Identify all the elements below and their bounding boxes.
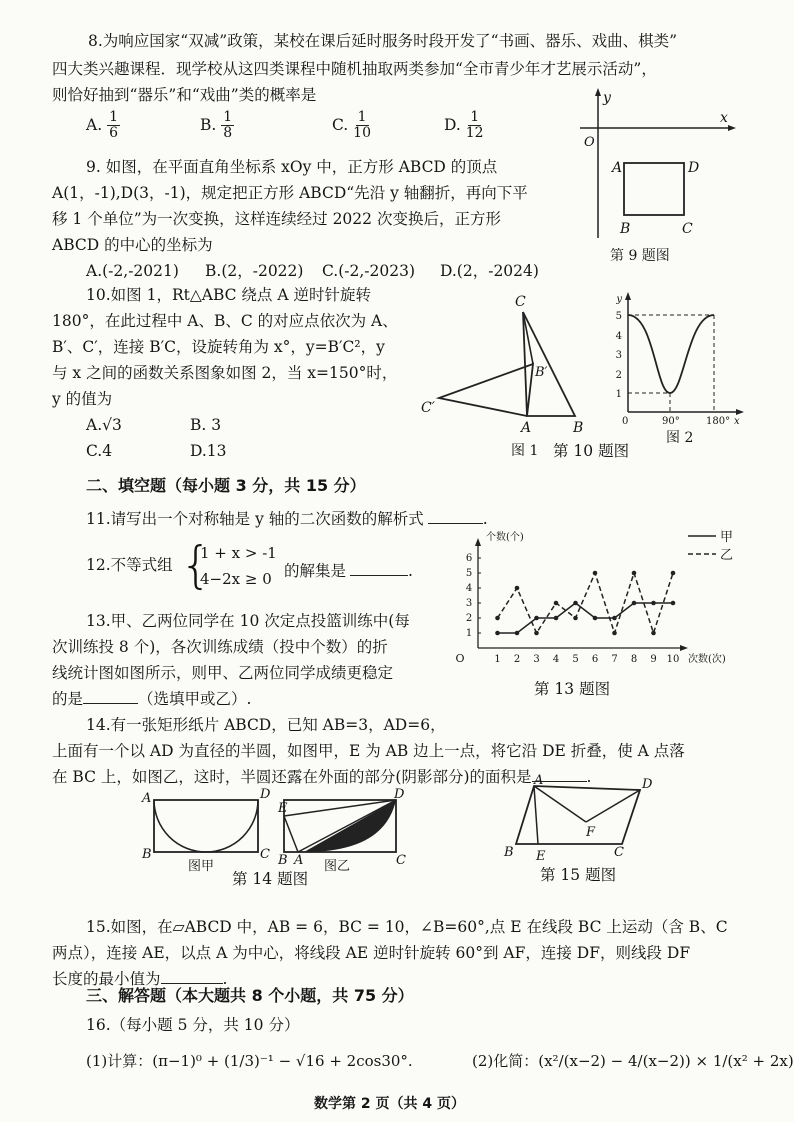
q15-label-c: C: [614, 845, 624, 860]
q10-fig2-y-label: y: [616, 294, 622, 305]
q9-label-b: B: [620, 221, 631, 237]
q15-line2: 两点），连接 AE，以点 A 为中心，将线段 AE 逆时针旋转 60°到 AF，连接 DF，则线段 DF: [52, 944, 691, 962]
q9-option-d: D.(2，-2024): [440, 262, 539, 280]
x-tick-label: 6: [591, 654, 599, 665]
q14-figa-label-c: C: [260, 847, 270, 862]
q12-pre: 12.不等式组: [86, 556, 173, 574]
y-tick-label: 1: [465, 628, 473, 639]
q14-figa-label-b: B: [142, 847, 152, 862]
q14-figa-label-a: A: [142, 791, 152, 806]
q9-label-d: D: [688, 160, 700, 176]
y-tick-label: 2: [465, 613, 473, 624]
q9-caption: 第 9 题图: [610, 248, 670, 264]
section-2-heading: 二、填空题（每小题 3 分，共 15 分）: [86, 476, 366, 495]
x-tick-label: 9: [650, 654, 657, 665]
q10-fig2-caption: 图 2: [666, 430, 694, 446]
x-tick-label: 7: [611, 654, 618, 665]
q9-line3: 移 1 个单位”为一次变换，这样连续经过 2022 次变换后，正方形: [52, 210, 501, 228]
q10-figure-2: [610, 290, 750, 450]
legend-label-甲: 甲: [720, 530, 734, 545]
q12-blank: [350, 575, 408, 576]
y-axis-arrow: [475, 538, 481, 546]
chart-y-label: 个数(个): [486, 532, 524, 543]
q10-option-d: D.13: [190, 442, 227, 460]
q10-fig1-label-a: A: [521, 420, 532, 436]
q9-figure: [570, 88, 740, 268]
q10-fig2-tick-4: 4: [615, 331, 622, 342]
q12-ineq1: 1 + x > -1: [200, 544, 277, 562]
q10-fig2-x90: 90°: [662, 416, 680, 427]
q11-text: 11.请写出一个对称轴是 y 轴的二次函数的解析式 .: [86, 510, 488, 528]
q15-label-a: A: [534, 774, 544, 788]
x-tick-label: 10: [666, 654, 680, 665]
q8-line2: 四大类兴趣课程．现学校从这四类课程中随机抽取两类参加“全市青少年才艺展示活动”，: [52, 60, 657, 78]
data-point-甲: [671, 601, 676, 606]
q9-option-c: C.(-2,-2023): [322, 262, 416, 280]
legend-label-乙: 乙: [720, 548, 734, 563]
q14-figa-label-d: D: [260, 787, 271, 802]
data-point-甲: [573, 601, 578, 606]
q8-line3: 则恰好抽到“器乐”和“戏曲”类的概率是: [52, 86, 317, 104]
x-tick-label: 4: [552, 654, 560, 665]
q15-blank: [161, 983, 223, 984]
y-tick-label: 5: [465, 568, 473, 579]
q15-label-f: F: [586, 825, 596, 840]
q9-line2: A(1，-1),D(3，-1)，规定把正方形 ABCD“先沿 y 轴翻折，再向下平: [52, 184, 528, 202]
q10-curve: [628, 315, 714, 393]
x-tick-label: 5: [572, 654, 579, 665]
q13-blank: [83, 703, 138, 704]
data-point-甲: [534, 616, 539, 621]
q14-figb-label-d: D: [394, 787, 405, 802]
q14-figb-label-e: E: [278, 801, 288, 816]
q14-figure-a: [138, 786, 278, 876]
data-point-乙: [495, 616, 500, 621]
data-point-甲: [632, 601, 637, 606]
x-tick-label: 2: [513, 654, 521, 665]
q12-brace: {: [180, 536, 212, 594]
data-point-甲: [593, 616, 598, 621]
data-point-乙: [593, 571, 598, 576]
q8-line1: 8.为响应国家“双减”政策，某校在课后延时服务时段开发了“书画、器乐、戏曲、棋类”: [88, 32, 677, 50]
data-point-乙: [632, 571, 637, 576]
q10-fig2-tick-5: 5: [615, 311, 622, 322]
y-tick-label: 4: [465, 583, 473, 594]
q10-line3: B′、C′，连接 B′C，设旋转角为 x°，y=B′C²，y: [52, 338, 385, 356]
q9-x-label: x: [720, 110, 728, 126]
q14-figure-b: [276, 786, 408, 876]
q8-option-c: C. $\frac{1}{10}$: [332, 109, 371, 141]
q13-line1: 13.甲、乙两位同学在 10 次定点投篮训练中(每: [86, 612, 410, 630]
data-point-乙: [554, 601, 559, 606]
q10-fig2-x-label: x: [734, 416, 740, 427]
q12-post: 的解集是 .: [284, 562, 413, 580]
data-point-乙: [612, 631, 617, 636]
q10-option-a: A.√3: [86, 416, 122, 434]
q9-option-b: B.(2，-2022): [205, 262, 304, 280]
q10-fig1-label-b: B: [573, 420, 584, 436]
q9-origin: O: [584, 135, 595, 150]
q10-caption: 第 10 题图: [553, 442, 630, 460]
q10-line4: 与 x 之间的函数关系图象如图 2，当 x=150°时，: [52, 364, 398, 382]
q9-line4: ABCD 的中心的坐标为: [52, 236, 213, 254]
data-point-乙: [573, 616, 578, 621]
q9-label-c: C: [682, 221, 693, 237]
y-tick-label: 6: [465, 553, 473, 564]
q9-y-label: y: [603, 90, 611, 106]
q16-part1: (1)计算：(π−1)⁰ + (1/3)⁻¹ − √16 + 2cos30°.: [86, 1052, 413, 1070]
q9-label-a: A: [612, 160, 623, 176]
x-tick-label: 8: [630, 654, 638, 665]
q8-option-a: A. $\frac{1}{6}$: [86, 109, 118, 141]
section-3-heading: 三、解答题（本大题共 8 个小题，共 75 分）: [86, 986, 414, 1005]
y-tick-label: 3: [465, 598, 473, 609]
q11-blank: [428, 523, 483, 524]
data-point-乙: [671, 571, 676, 576]
chart-x-label: 次数(次): [688, 654, 726, 665]
q15-line1: 15.如图，在▱ABCD 中，AB = 6，BC = 10，∠B=60°,点 E 在线段 BC 上运动（含 B、C: [86, 918, 728, 936]
q15-figure: [498, 774, 658, 864]
q14-line2: 上面有一个以 AD 为直径的半圆，如图甲，E 为 AB 边上一点，将它沿 DE 折叠，使 A 点落: [52, 742, 685, 760]
q8-option-b: B. $\frac{1}{8}$: [200, 109, 233, 141]
q10-fig1-label-c: C: [515, 294, 526, 310]
x-tick-label: 3: [533, 654, 540, 665]
data-point-甲: [554, 616, 559, 621]
data-point-乙: [515, 586, 520, 591]
data-point-甲: [651, 601, 656, 606]
data-point-乙: [534, 631, 539, 636]
q9-square: [624, 163, 684, 215]
q13-line4: 的是 （选填甲或乙）.: [52, 690, 252, 708]
q8-option-d: D. $\frac{1}{12}$: [444, 109, 484, 141]
q10-line1: 10.如图 1，Rt△ABC 绕点 A 逆时针旋转: [86, 286, 371, 304]
q15-label-d: D: [642, 777, 653, 792]
q13-line3: 线统计图如图所示，则甲、乙两位同学成绩更稳定: [52, 664, 394, 682]
q14-figa-caption: 图甲: [188, 859, 215, 874]
q9-line1: 9. 如图，在平面直角坐标系 xOy 中，正方形 ABCD 的顶点: [86, 158, 498, 176]
x-axis-arrow: [680, 645, 688, 651]
data-point-乙: [651, 631, 656, 636]
x-tick-label: 1: [494, 654, 501, 665]
q14-caption: 第 14 题图: [232, 870, 309, 888]
q14-figb-label-c: C: [396, 853, 406, 868]
q14-figb-label-b: B: [278, 853, 288, 868]
q15-caption: 第 15 题图: [540, 866, 617, 884]
q16-heading: 16.（每小题 5 分，共 10 分）: [86, 1016, 300, 1034]
data-point-甲: [495, 631, 500, 636]
q10-option-c: C.4: [86, 442, 113, 460]
q10-line2: 180°，在此过程中 A、B、C 的对应点依次为 A、: [52, 312, 398, 330]
chart-origin: O: [455, 652, 465, 665]
q10-option-b: B. 3: [190, 416, 222, 434]
q10-fig1-label-b-prime: B′: [535, 365, 548, 380]
q15-line3: 长度的最小值为 .: [52, 970, 228, 988]
q10-fig2-origin: 0: [622, 416, 629, 427]
q10-fig1-label-c-prime: C′: [421, 400, 435, 416]
data-point-甲: [612, 616, 617, 621]
q10-line5: y 的值为: [52, 390, 113, 408]
q13-chart: [448, 526, 748, 676]
q16-part2: (2)化简：(x²/(x−2) − 4/(x−2)) × 1/(x² + 2x): [472, 1052, 794, 1070]
q13-line2: 次训练投 8 个)，各次训练成绩（投中个数）的折: [52, 638, 388, 656]
q10-fig2-tick-2: 2: [615, 370, 622, 381]
q14-line1: 14.有一张矩形纸片 ABCD，已知 AB=3，AD=6，: [86, 716, 446, 734]
q14-line3: 在 BC 上，如图乙，这时，半圆还露在外面的部分(阴影部分)的面积是 .: [52, 768, 592, 786]
q13-caption: 第 13 题图: [534, 680, 611, 698]
q10-fig2-tick-1: 1: [615, 389, 622, 400]
q10-fig2-x180: 180°: [706, 416, 731, 427]
q10-fig2-tick-3: 3: [615, 350, 622, 361]
q14-figb-caption: 图乙: [324, 859, 351, 874]
q14-figb-label-a: A: [294, 853, 304, 868]
page-footer: 数学第 2 页（共 4 页）: [314, 1096, 465, 1112]
q10-fig1-caption: 图 1: [511, 443, 539, 459]
q9-option-a: A.(-2,-2021): [86, 262, 179, 280]
q15-label-b: B: [504, 845, 514, 860]
data-point-甲: [515, 631, 520, 636]
series-line-甲: [498, 603, 674, 633]
q15-label-e: E: [536, 849, 546, 864]
q10-figure-1: [415, 292, 605, 467]
q12-ineq2: 4−2x ≥ 0: [200, 570, 272, 588]
